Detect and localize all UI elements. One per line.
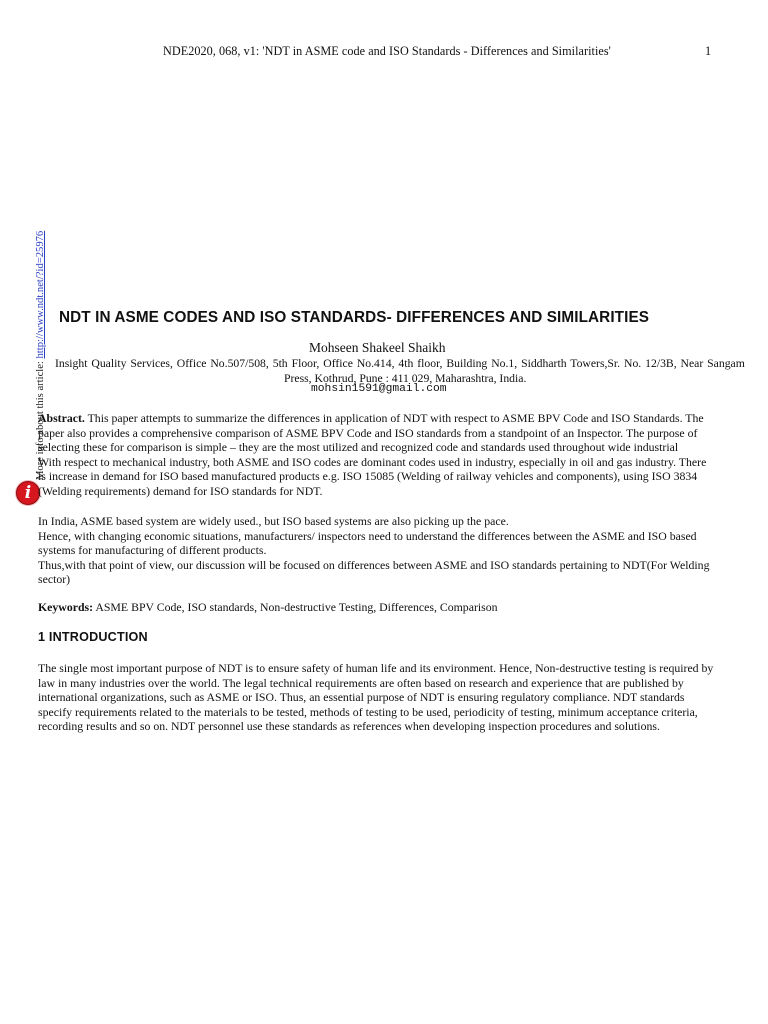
info-icon[interactable]: i	[16, 481, 40, 505]
section-heading-introduction: 1 INTRODUCTION	[38, 630, 148, 644]
abstract-line: (Welding requirements) demand for ISO standards for NDT.	[38, 483, 323, 498]
author-affiliation	[55, 357, 768, 386]
abstract-line: selecting these for comparison is simple – they are the most utilized and recognized code and standards used throughout wide industrial	[38, 440, 679, 454]
abstract-line	[38, 411, 768, 426]
keywords-label: Keywords:	[38, 600, 94, 614]
abstract	[38, 411, 768, 498]
paragraph-line: In India, ASME based system are widely used., but ISO based systems are also picking up the pace.	[38, 514, 509, 528]
paper-title: NDT IN ASME CODES AND ISO STANDARDS- DIFFERENCES AND SIMILARITIES	[59, 309, 650, 326]
keywords-line	[38, 600, 768, 615]
paragraph-line: Hence, with changing economic situations, manufacturers/ inspectors need to understand the differences between the ASME and ISO based	[38, 528, 697, 543]
paragraph-line: international organizations, such as ASME or ISO. Thus, an essential purpose of NDT is ensuring regulatory compliance. NDT standards	[38, 690, 685, 704]
affiliation-line: Insight Quality Services, Office No.507/508, 5th Floor, Office No.414, 4th floor, Building No.1, Siddharth Towers,Sr. No. 12/3B, Near Sangam	[55, 357, 745, 370]
paragraph-line: specify requirements related to the materials to be tested, methods of testing to be used, periodicity of testing, minimum acceptance criteria,	[38, 704, 698, 719]
abstract-line: paper also provides a comprehensive comparison of ASME BPV Code and ISO standards from a standpoint of an Inspector. The purpose of	[38, 425, 698, 440]
paragraph-line: Thus,with that point of view, our discussion will be focused on differences between ASME and ISO standards pertaining to NDT(For Welding	[38, 557, 710, 572]
paragraph-line: law in many industries over the world. The legal technical requirements are often based on research and experience that are published by	[38, 675, 684, 690]
abstract-line: With respect to mechanical industry, both ASME and ISO codes are dominant codes used in industry, especially in oil and gas industry. There	[38, 454, 707, 469]
introduction-paragraph	[38, 661, 768, 734]
keywords	[38, 600, 768, 615]
keywords-text: ASME BPV Code, ISO standards, Non-destructive Testing, Differences, Comparison	[93, 600, 498, 614]
affiliation-line: Press, Kothrud, Pune : 411 029, Maharashtra, India.	[284, 371, 527, 385]
paragraph-line: systems for manufacturing of different products.	[38, 543, 267, 557]
paragraph-line: recording results and so on. NDT personnel use these standards as references when developing inspection procedures and solutions.	[38, 719, 660, 733]
abstract-label: Abstract.	[38, 411, 85, 425]
paragraph-line: sector)	[38, 572, 71, 586]
paragraph-line: The single most important purpose of NDT is to ensure safety of human life and its environment. Hence, Non-destructive testing is required by	[38, 661, 714, 675]
india-paragraph	[38, 514, 768, 587]
running-header: NDE2020, 068, v1: 'NDT in ASME code and ISO Standards - Differences and Similarities'	[163, 44, 611, 58]
abstract-text: This paper attempts to summarize the differences in application of NDT with respect to ASME BPV Code and ISO Standards. The	[84, 411, 704, 425]
author-name: Mohseen Shakeel Shaikh	[309, 340, 446, 355]
page-number: 1	[705, 44, 712, 58]
article-info-link[interactable]: http://www.ndt.net/?id=25976	[35, 230, 46, 359]
article-info-prefix: More info about this article:	[35, 358, 46, 480]
author-email[interactable]: mohsin1591@gmail.com	[311, 383, 447, 395]
abstract-line: is increase in demand for ISO based manufactured products e.g. ISO 15085 (Welding of railway vehicles and components), using ISO 3834	[38, 469, 698, 483]
